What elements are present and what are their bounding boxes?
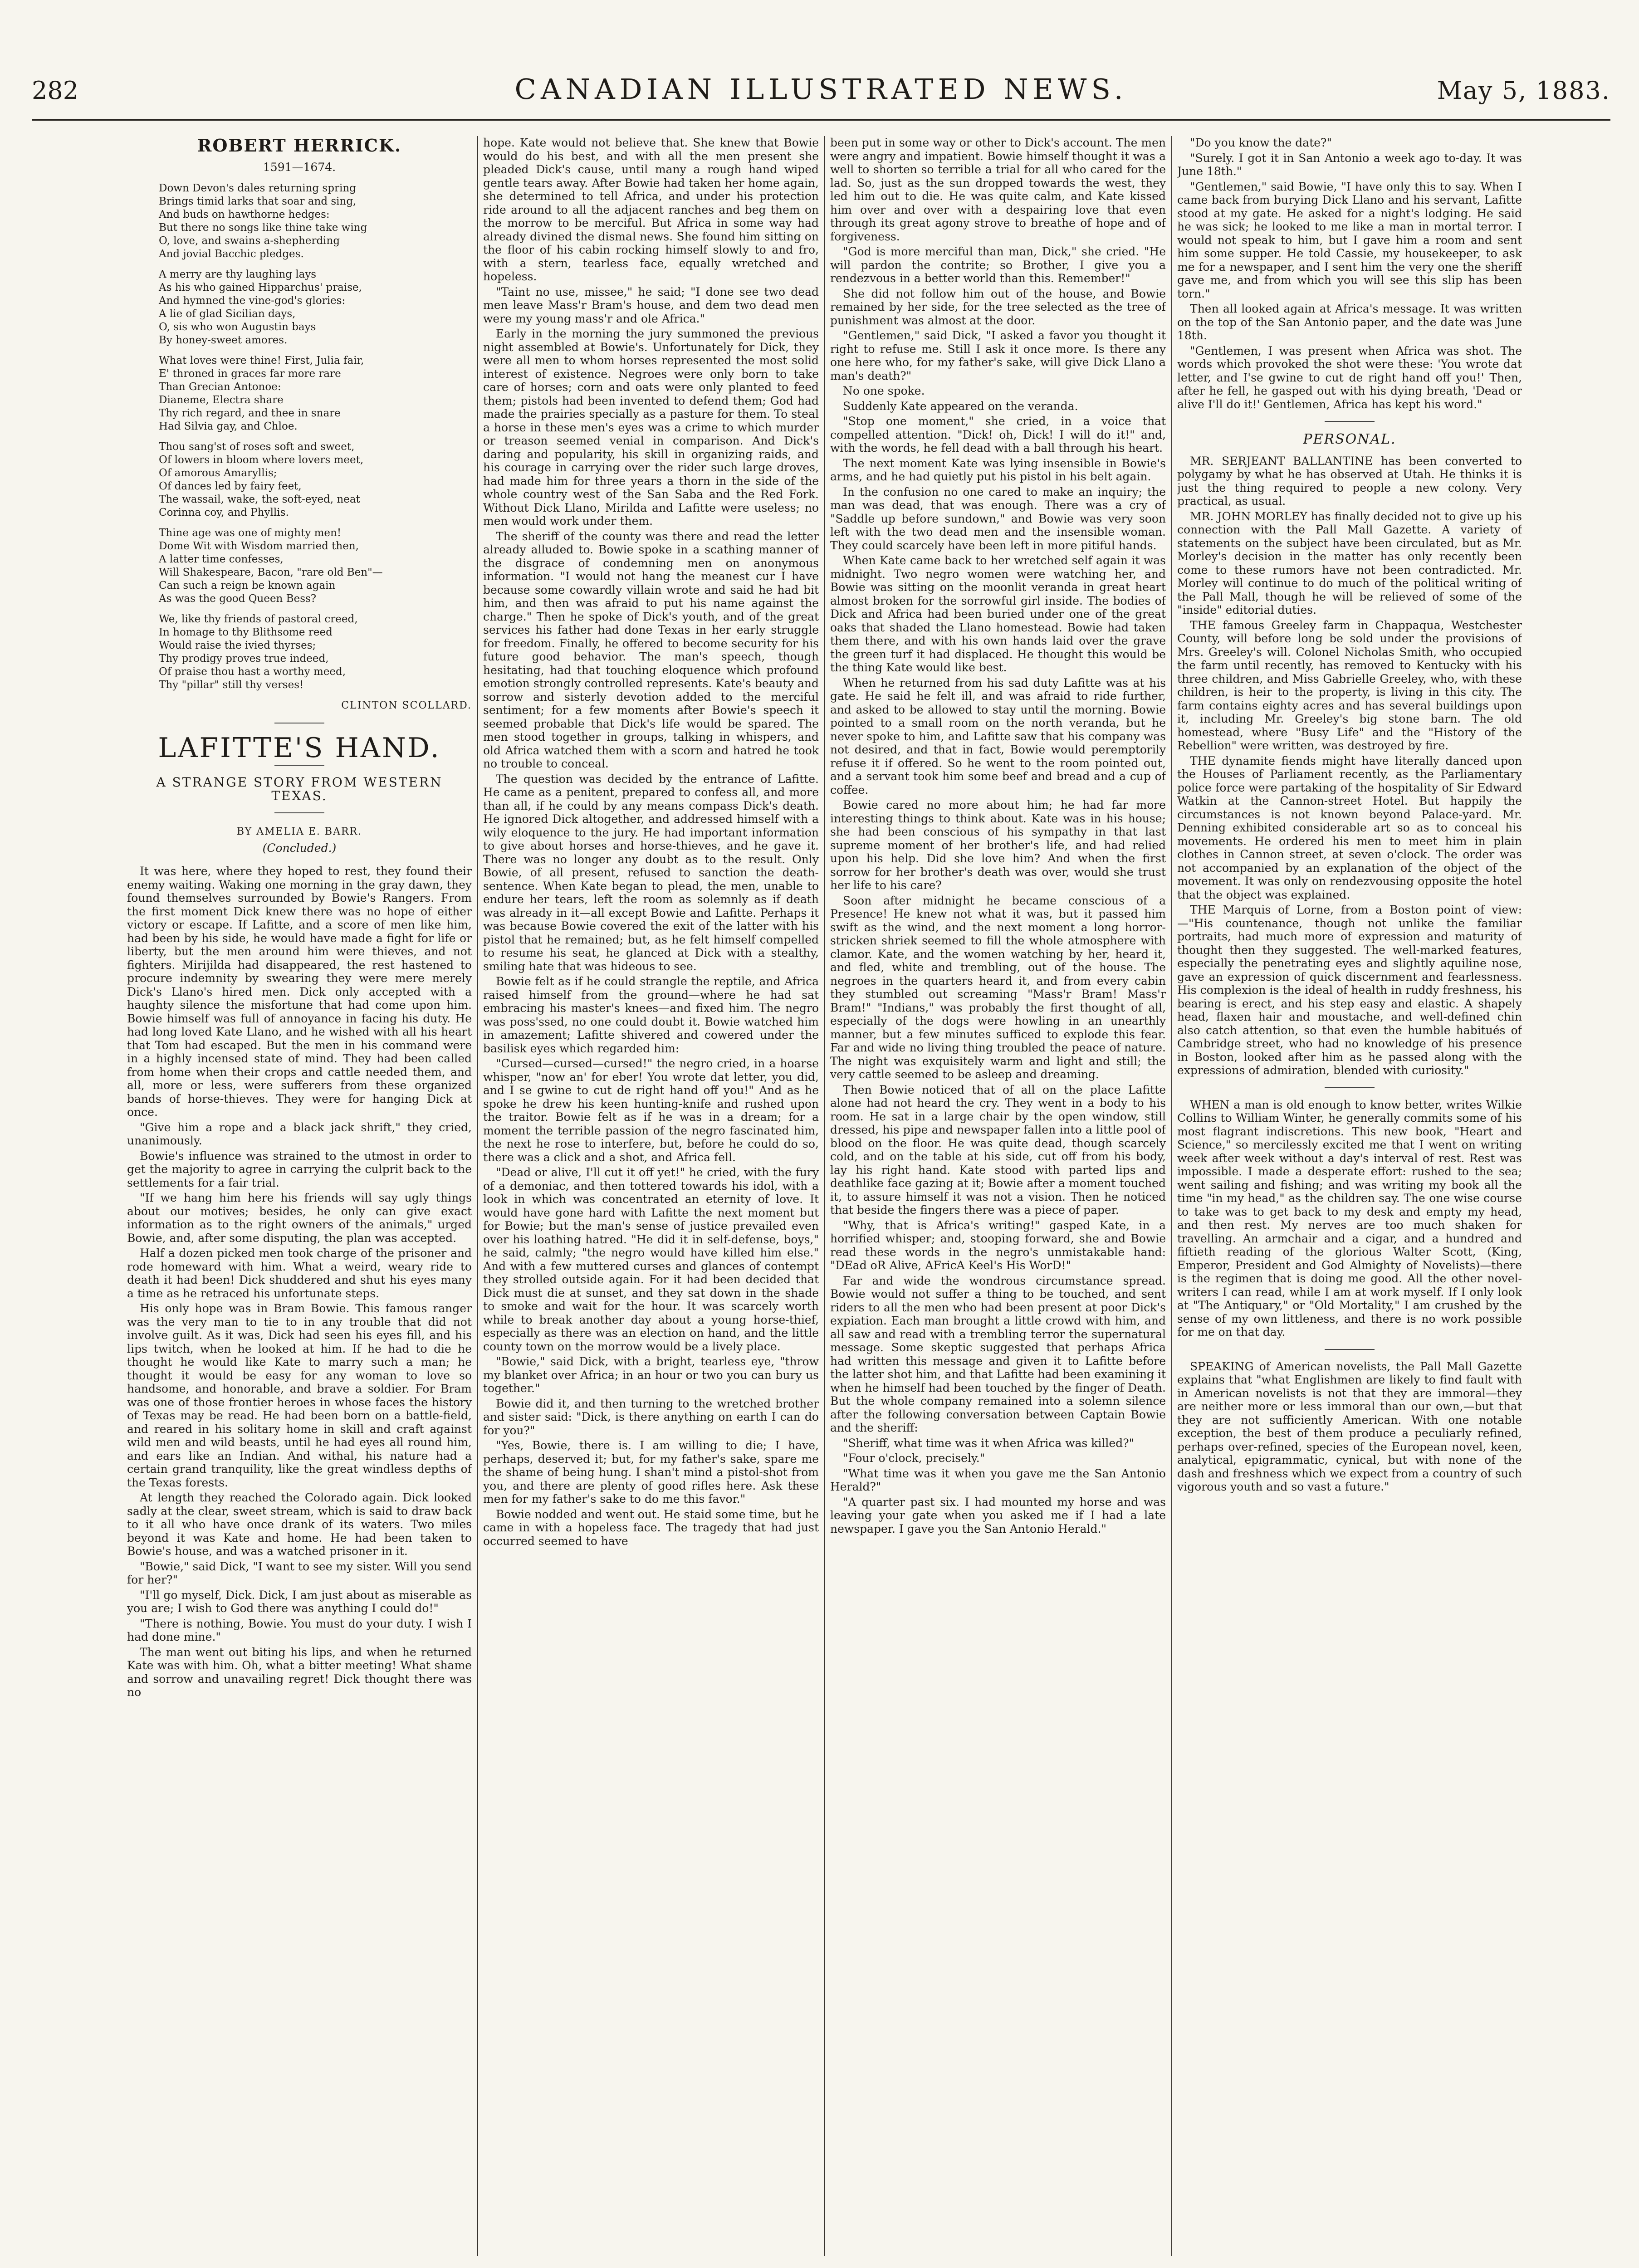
story-paragraph: Bowie did it, and then turning to the wretched brother and sister said: "Dick, is there anything on earth I can do for you?" xyxy=(483,1397,819,1437)
story-paragraph: When Kate came back to her wretched self again it was midnight. Two negro women were watching her, and Bowie was sitting on the moonlit veranda in great heart almost broken for the sorrowful girl inside. The bodies of Dick and Africa had been buried under one of the great oaks that shaded the Llano homestead. Bowie had taken them there, and with his own hands laid over the grave the green turf it had displaced. He thought this would be the thing Kate would like best. xyxy=(830,554,1166,674)
poem-stanza: Down Devon's dales returning spring Brings timid larks that soar and sing, And buds on hawthorne hedges: But there no songs like thine take wing O, love, and swains a-shepherding And jovial Bacchic pledges. xyxy=(159,182,367,260)
personal-item: MR. JOHN MORLEY has finally decided not to give up his connection with the Pall Mall Gazette. A variety of statements on the subject have been circulated, but as Mr. Morley's decision in the matter has only recently been come to these rumors have not been contradicted. Mr. Morley will continue to do much of the political writing of the Pall Mall, though he will be relieved of some of the "inside" editorial duties. xyxy=(1177,509,1522,616)
story-paragraph: Soon after midnight he became conscious of a Presence! He knew not what it was, but it passed him swift as the wind, and the next moment a long horror-stricken shriek seemed to fill the whole atmosphere with clamor. Kate, and the women watching by her, heard it, and fled, white and trembling, out of the house. The negroes in the quarters heard it, and from every cabin they stumbled out screaming "Mass'r Bram! Mass'r Bram!" "Indians," was probably the first thought of all, especially of the dogs were howling in an unearthly manner, but a few minutes sufficed to explode this fear. Far and wide no living thing troubled the peace of nature. The night was exquisitely warm and light and still; the very cattle seemed to be asleep and dreaming. xyxy=(830,894,1166,1081)
story-paragraph: Far and wide the wondrous circumstance spread. Bowie would not suffer a thing to be touched, and sent riders to all the men who had been present at poor Dick's expiation. Each man brought a little crowd with him, and all saw and read with a trembling terror the supernatural message. Some skeptic suggested that perhaps Africa had written this message and given it to Lafitte before the latter shot him, and that Lafitte had been examining it when he himself had been touched by the finger of Death. But the whole company remained into a solemn silence after the following conversation between Captain Bowie and the sheriff: xyxy=(830,1274,1166,1434)
story-paragraph: The man went out biting his lips, and when he returned Kate was with him. Oh, what a bitter meeting! What shame and sorrow and unavailing regret! Dick thought there was no xyxy=(127,1645,472,1699)
story-paragraph: Bowie cared no more about him; he had far more interesting things to think about. Kate was in his house; she had been conscious of his sympathy in that last supreme moment of her brother's life, and had relied upon his help. Did she love him? And when the first sorrow for her brother's death was over, would she trust her life to his care? xyxy=(830,798,1166,892)
story-paragraph: Then Bowie noticed that of all on the place Lafitte alone had not heard the cry. They went in a body to his room. He sat in a large chair by the open window, still dressed, his pipe and newspaper fallen into a little pool of blood on the floor. He was quite dead, though scarcely cold, and on the table at his side, cut off from his body, lay his right hand. Kate stood with parted lips and deathlike face gazing at it; Bowie after a moment touched it, to assure himself it was not a vision. Then he noticed that beside the fingers there was a piece of paper. xyxy=(830,1083,1166,1217)
story-paragraph: "Surely. I got it in San Antonio a week ago to-day. It was June 18th." xyxy=(1177,151,1522,178)
column-divider xyxy=(477,136,478,2256)
poem-stanza: We, like thy friends of pastoral creed, In homage to thy Blithsome reed Would raise the ivied thyrses; Thy prodigy proves true indeed, Of praise thou hast a worthy meed, Thy "pillar" still thy verses! xyxy=(159,613,358,691)
story-paragraph: The question was decided by the entrance of Lafitte. He came as a penitent, prepared to confess all, and more than all, if he could by any means compass Dick's death. He ignored Dick altogether, and addressed himself with a wily eloquence to the jury. He had important information to give about horses and horse-thieves, and he gave it. There was no longer any doubt as to the result. Only Bowie, of all present, refused to sanction the death-sentence. When Kate began to plead, the men, unable to endure her tears, left the room as solemnly as if death was already in it—all except Bowie and Lafitte. Perhaps it was because Bowie covered the exit of the latter with his pistol that he remained; but, as he felt himself compelled to resume his seat, he glanced at Dick with a stealthy, smiling hate that was hideous to see. xyxy=(483,772,819,973)
story-paragraph: "Gentlemen, I was present when Africa was shot. The words which provoked the shot were these: 'You wrote dat letter, and I'se gwine to cut de right hand off you!' Then, after he fell, he gasped out with his dying breath, 'Dead or alive I'll do it!' Gentlemen, Africa has kept his word." xyxy=(1177,344,1522,411)
section-divider xyxy=(1325,1087,1375,1088)
story-paragraph: "Taint no use, missee," he said; "I done see two dead men leave Mass'r Bram's house, and dem two dead men were my young mass'r and ole Africa." xyxy=(483,285,819,325)
story-paragraph: Early in the morning the jury summoned the previous night assembled at Bowie's. Unfortunately for Dick, they were all men to whom horses represented the most solid interest of existence. Negroes were only born to take care of horses; corn and oats were only planted to feed them; pistols had been invented to defend them; God had made the prairies specially as a pasture for them. To steal a horse in these men's eyes was a crime to which murder or treason seemed venial in comparison. And Dick's daring and popularity, his skill in organizing raids, and his courage in carrying over the rider such large droves, had made him for three years a thorn in the side of the whole country west of the San Saba and the Red Fork. Without Dick Llano, Mirilda and Lafitte were useless; no men would work under them. xyxy=(483,327,819,528)
poem-signature: CLINTON SCOLLARD. xyxy=(341,700,472,711)
personal-item: THE famous Greeley farm in Chappaqua, Westchester County, will before long be sold under the provisions of Mrs. Greeley's will. Colonel Nicholas Smith, who occupied the farm until recently, has removed to Kentucky with his three children, and Miss Gabrielle Greeley, who, with these children, is heir to the property, is living in this city. The farm contains eighty acres and has several buildings upon it, including Mr. Greeley's big stone barn. The old homestead, where "Busy Life" and the "History of the Rebellion" were written, was destroyed by fire. xyxy=(1177,618,1522,752)
story-paragraph: "Do you know the date?" xyxy=(1190,136,1332,149)
story-paragraph: "I'll go myself, Dick. Dick, I am just about as miserable as you are; I wish to God there was anything I could do!" xyxy=(127,1588,472,1615)
personal-item: SPEAKING of American novelists, the Pall Mall Gazette explains that "what Englishmen are likely to find fault with in American novelists is not that they are immoral—they are neither more or less immoral than our own,—but that they are not sufficiently American. With one notable exception, the best of them produce a peculiarly refined, perhaps over-refined, species of the European novel, keen, analytical, epigrammatic, cynical, but with none of the dash and freshness which we expect from a country of such vigorous youth and so vast a future." xyxy=(1177,1359,1522,1493)
story-byline: BY AMELIA E. BARR. xyxy=(236,826,362,837)
story-concluded-note: (Concluded.) xyxy=(262,841,337,855)
column-3 xyxy=(830,136,1166,2256)
story-paragraph: hope. Kate would not believe that. She knew that Bowie would do his best, and with all the men present she pleaded Dick's cause, until many a rough hand wiped gentle tears away. After Bowie had taken her home again, she determined to tell Africa, and under his protection ride around to all the adjacent ranches and beg them on the morrow to be merciful. But Africa in some way had already divined the dismal news. She found him sitting on the floor of his cabin rocking himself slowly to and fro, with a stern, tearless face, equally wretched and hopeless. xyxy=(483,136,819,283)
poem-stanza: Thou sang'st of roses soft and sweet, Of lowers in bloom where lovers meet, Of amorous Amaryllis; Of dances led by fairy feet, The wassail, wake, the soft-eyed, neat Corinna coy, and Phyllis. xyxy=(159,441,364,518)
story-paragraph: "There is nothing, Bowie. You must do your duty. I wish I had done mine." xyxy=(127,1617,472,1643)
story-subtitle: A STRANGE STORY FROM WESTERN TEXAS. xyxy=(156,775,443,803)
column-divider xyxy=(1171,136,1172,2256)
story-paragraph: "Cursed—cursed—cursed!" the negro cried, in a hoarse whisper, "now an' for eber! You wrote dat letter, you did, and I se gwine to cut de right hand off you!" And as he spoke he drew his keen hunting-knife and rushed upon the traitor. Bowie felt as if he was in a dream; for a moment the terrible passion of the negro fascinated him, the next he rose to interfere, but, before he could do so, there was a click and a shot, and Africa fell. xyxy=(483,1057,819,1164)
story-paragraph: Bowie nodded and went out. He staid some time, but he came in with a hopeless face. The tragedy that had just occurred seemed to have xyxy=(483,1507,819,1548)
story-paragraph: At length they reached the Colorado again. Dick looked sadly at the clear, sweet stream, which is said to draw back to it all who have once drank of its waters. Two miles beyond it was Kate and home. He had been taken to Bowie's house, and was a watched prisoner in it. xyxy=(127,1491,472,1558)
section-divider xyxy=(1325,1349,1375,1350)
story-paragraph: The sheriff of the county was there and read the letter already alluded to. Bowie spoke in a scathing manner of the disgrace of condemning men on anonymous information. "I would not hang the meanest cur I have because some cowardly villain wrote and said he had bit him, and then was afraid to put his name against the charge." Then he spoke of Dick's youth, and of the great services his father had done Texas in her early struggle for freedom. Finally, he offered to become security for his future good behavior. The man's speech, though hesitating, had that touching eloquence which profound emotion strongly controlled represents. Kate's beauty and sorrow and sisterly devotion added to the merciful sentiment; for a few moments after Bowie's speech it seemed probable that Dick's life would be spared. The men stood together in groups, talking in whispers, and old Africa watched them with a scorn and hatred he took no trouble to conceal. xyxy=(483,529,819,770)
story-paragraph: His only hope was in Bram Bowie. This famous ranger was the very man to tie to in any trouble that did not involve guilt. As it was, Dick had seen his eyes fill, and his lips twitch, when he looked at him. If he had to die he thought he would like Kate to marry such a man; he thought it would be easy for any woman to love so handsome, and honorable, and brave a soldier. For Bram was one of those frontier heroes in whose faces the history of Texas may be read. He had been born on a battle-field, and reared in his solitary home in skill and craft against wild men and wild beasts, until he had eyes all round him, and ears like an Indian. And withal, his nature had a certain grand tranquility, like the great windless depths of the Texas forests. xyxy=(127,1302,472,1489)
page-number: 282 xyxy=(32,76,79,105)
story-paragraph: It was here, where they hoped to rest, they found their enemy waiting. Waking one morning in the gray dawn, they found themselves surrounded by Bowie's Rangers. From the first moment Dick knew there was no hope of either victory or escape. If Lafitte, and a score of men like him, had been by his side, he would have made a fight for life or liberty, but the men around him were thieves, and not fighters. Mirijilda had disappeared, the rest hastened to procure indemnity by swearing they were mere merely Dick's Llano's hired men. Dick only accepted with a haughty silence the misfortune that had come upon him. Bowie himself was full of annoyance in facing his duty. He had long loved Kate Llano, and he wished with all his heart that Tom had escaped. But the men in his command were in a highly incensed state of mind. They had been called from home when their crops and cattle needed them, and all, more or less, were sufferers from these organized bands of horse-thieves. They were for hanging Dick at once. xyxy=(127,865,472,1119)
story-paragraph: "Give him a rope and a black jack shrift," they cried, unanimously. xyxy=(127,1120,472,1147)
personal-item: WHEN a man is old enough to know better, writes Wilkie Collins to William Winter, he generally commits some of his most flagrant indiscretions. This new book, "Heart and Science," so mercilessly excited me that I went on writing week after week without a day's interval of rest. Rest was impossible. I made a desperate effort: rushed to the sea; went sailing and fishing; and was writing my book all the time "in my head," as the children say. The one wise course to take was to get back to my desk and empty my head, and then rest. My nerves are too much shaken for travelling. An armchair and a cigar, and a hundred and fiftieth reading of the glorious Walter Scott, (King, Emperor, President and God Almighty of Novelists)—there is the regimen that is doing me good. All the other novel-writers I can read, while I am at work myself. If I only look at "The Antiquary," or "Old Mortality," I am crushed by the sense of my own littleness, and there is no work possible for me on that day. xyxy=(1177,1098,1522,1339)
poem-stanza: Thine age was one of mighty men! Dome Wit with Wisdom married then, A latter time confesses, Will Shakespeare, Bacon, "rare old Ben"— Can such a reign be known again As was the good Queen Bess? xyxy=(159,527,383,605)
story-paragraph: "Stop one moment," she cried, in a voice that compelled attention. "Dick! oh, Dick! I will do it!" and, with the words, he fell dead with a ball through his heart. xyxy=(830,415,1166,455)
poem-body xyxy=(127,182,472,692)
issue-date: May 5, 1883. xyxy=(1437,76,1610,105)
masthead: CANADIAN ILLUSTRATED NEWS. xyxy=(514,73,1128,106)
story-paragraph: "If we hang him here his friends will say ugly things about our motives; besides, he only can give exact information as to the right owners of the animals," urged Bowie, and, after some disputing, the plan was accepted. xyxy=(127,1191,472,1245)
story-paragraph: Suddenly Kate appeared on the veranda. xyxy=(843,399,1078,413)
story-paragraph: Bowie felt as if he could strangle the reptile, and Africa raised himself from the ground—where he had sat embracing his master's knees—and fixed him. The negro was poss'ssed, no one could doubt it. Bowie watched him in amazement; Lafitte shivered and cowered under the basilisk eyes which regarded him: xyxy=(483,975,819,1055)
story-paragraph: When he returned from his sad duty Lafitte was at his gate. He said he felt ill, and was afraid to ride further, and asked to be allowed to stay until the morning. Bowie pointed to a small room on the north veranda, but he never spoke to him, and Lafitte saw that his company was not desired, and that in fact, Bowie would peremptorily refuse it if offered. So he went to the room pointed out, and a servant took him some beef and bread and a cup of coffee. xyxy=(830,676,1166,797)
story-paragraph: In the confusion no one cared to make an inquiry; the man was dead, that was enough. There was a cry of "Saddle up before sundown," and Bowie was very soon left with the two dead men and the insensible woman. They could scarcely have been left in more pitiful hands. xyxy=(830,485,1166,552)
personal-item: MR. SERJEANT BALLANTINE has been converted to polygamy by what he has observed at Utah. He thinks it is just the thing required to people a new colony. Very practical, as usual. xyxy=(1177,454,1522,508)
column-2 xyxy=(483,136,819,2256)
section-divider xyxy=(1325,421,1375,422)
story-paragraph: "A quarter past six. I had mounted my horse and was leaving your gate when you asked me if I had a late newspaper. I gave you the San Antonio Herald." xyxy=(830,1495,1166,1535)
personal-item: THE dynamite fiends might have literally danced upon the Houses of Parliament recently, as the Parliamentary police force were partaking of the hospitality of Sir Edward Watkin at the Cannon-street Hotel. But happily the circumstances is not known beyond Palace-yard. Mr. Denning exhibited considerable art so as to conceal his movements. He ordered his men to meet him in plain clothes in Cannon street, at seven o'clock. The order was not accompanied by an explanation of the object of the movement. It was only on rendezvousing opposite the hotel that the object was explained. xyxy=(1177,754,1522,901)
story-paragraph: "Bowie," said Dick, "I want to see my sister. Will you send for her?" xyxy=(127,1559,472,1586)
story-paragraph: She did not follow him out of the house, and Bowie remained by her side, for the tree selected as the tree of punishment was almost at the door. xyxy=(830,287,1166,327)
poem-stanza: A merry are thy laughing lays As his who gained Hipparchus' praise, And hymned the vine-god's glories: A lie of glad Sicilian days, O, sis who won Augustin bays By honey-sweet amores. xyxy=(159,269,362,346)
story-paragraph: Then all looked again at Africa's message. It was written on the top of the San Antonio paper, and the date was June 18th. xyxy=(1177,302,1522,342)
story-paragraph: "Gentlemen," said Bowie, "I have only this to say. When I came back from burying Dick Llano and his servant, Lafitte stood at my gate. He asked for a night's lodging. He said he was sick; he looked to me like a man in mortal terror. I would not speak to him, but I gave him a room and sent him some supper. He told Cassie, my housekeeper, to ask me for a newspaper, and I sent him the very one the sheriff gave me, and from which you will see this slip has been torn." xyxy=(1177,180,1522,300)
story-paragraph: No one spoke. xyxy=(843,384,925,397)
section-divider xyxy=(274,765,324,766)
story-paragraph: been put in some way or other to Dick's account. The men were angry and impatient. Bowie himself thought it was a well to shorten so terrible a trial for all who cared for the lad. So, just as the sun dropped towards the west, they led him out to die. He was quite calm, and Kate kissed him over and over with a despairing love that even through its great agony strove to breathe of hope and of forgiveness. xyxy=(830,136,1166,243)
header-rule xyxy=(32,119,1610,121)
poem-stanza: What loves were thine! First, Julia fair, E' throned in graces far more rare Than Grecian Antonoe: Dianeme, Electra share Thy rich regard, and thee in snare Had Silvia gay, and Chloe. xyxy=(159,355,364,432)
poem-title: ROBERT HERRICK. xyxy=(197,136,402,156)
story-paragraph: "Bowie," said Dick, with a bright, tearless eye, "throw my blanket over Africa; in an hour or two you can bury us together." xyxy=(483,1355,819,1395)
story-paragraph: "Sheriff, what time was it when Africa was killed?" xyxy=(843,1436,1135,1450)
story-paragraph: "Gentlemen," said Dick, "I asked a favor you thought it right to refuse me. Still I ask it once more. Is there any one here who, for my father's sake, will give Dick Llano a man's death?" xyxy=(830,329,1166,382)
column-1 xyxy=(127,136,472,2256)
story-paragraph: "What time was it when you gave me the San Antonio Herald?" xyxy=(830,1466,1166,1493)
column-4 xyxy=(1177,136,1522,2256)
story-paragraph: "Four o'clock, precisely." xyxy=(843,1452,985,1465)
poem-dates: 1591—1674. xyxy=(263,160,336,174)
personal-heading: PERSONAL. xyxy=(1303,431,1396,447)
column-divider xyxy=(824,136,825,2256)
page-header xyxy=(32,73,1610,113)
story-title: LAFITTE'S HAND. xyxy=(158,732,441,764)
section-divider xyxy=(274,812,324,813)
story-paragraph: The next moment Kate was lying insensible in Bowie's arms, and he had quietly put his pistol in his belt again. xyxy=(830,456,1166,483)
story-paragraph: "Dead or alive, I'll cut it off yet!" he cried, with the fury of a demoniac, and then tottered towards his idol, with a look in which was concentrated an eternity of love. It would have gone hard with Lafitte the next moment but for Bowie; but the man's sense of justice prevailed even over his loathing hatred. "He did it in self-defense, boys," he said, calmly; "the negro would have killed him else." And with a few muttered curses and glances of contempt they strolled outside again. For it had been decided that Dick must die at sunset, and they sat down in the shade to smoke and wait for the hour. It was scarcely worth while to break another day about a young horse-thief, especially as there was an election on hand, and the little county town on the morrow would be a lively place. xyxy=(483,1166,819,1353)
story-paragraph: "Why, that is Africa's writing!" gasped Kate, in a horrified whisper; and, stooping forward, she and Bowie read these words in the negro's unmistakable hand: "DEad oR Alive, AFricA Keel's His WorD!" xyxy=(830,1218,1166,1272)
story-paragraph: "God is more merciful than man, Dick," she cried. "He will pardon the contrite; so Brother, I give you a rendezvous in a better world than this. Remember!" xyxy=(830,245,1166,285)
story-paragraph: Bowie's influence was strained to the utmost in order to get the majority to agree in carrying the culprit back to the settlements for a fair trial. xyxy=(127,1149,472,1189)
story-paragraph: Half a dozen picked men took charge of the prisoner and rode homeward with him. What a weird, weary ride to death it had been! Dick shuddered and shut his eyes many a time as he retraced his unfortunate steps. xyxy=(127,1246,472,1300)
story-paragraph: "Yes, Bowie, there is. I am willing to die; I have, perhaps, deserved it; but, for my father's sake, spare me the shame of being hung. I shan't mind a pistol-shot from you, and there are plenty of good rifles here. Ask these men for my father's sake to do me this favor." xyxy=(483,1439,819,1505)
personal-item: THE Marquis of Lorne, from a Boston point of view:—"His countenance, though not unlike the familiar portraits, had much more of expression and maturity of thought then they suggested. The well-marked features, especially the penetrating eyes and slightly aquiline nose, gave an expression of quick discernment and fearlessness. His complexion is the ideal of health in ruddy freshness, his bearing is erect, and his step easy and elastic. A shapely head, flaxen hair and moustache, and well-defined chin also catch attention, so that even the humble habitués of Cambridge street, who had no knowledge of his presence in Boston, looked after him as he passed along with the expressions of admiration, blended with curiosity." xyxy=(1177,903,1522,1077)
